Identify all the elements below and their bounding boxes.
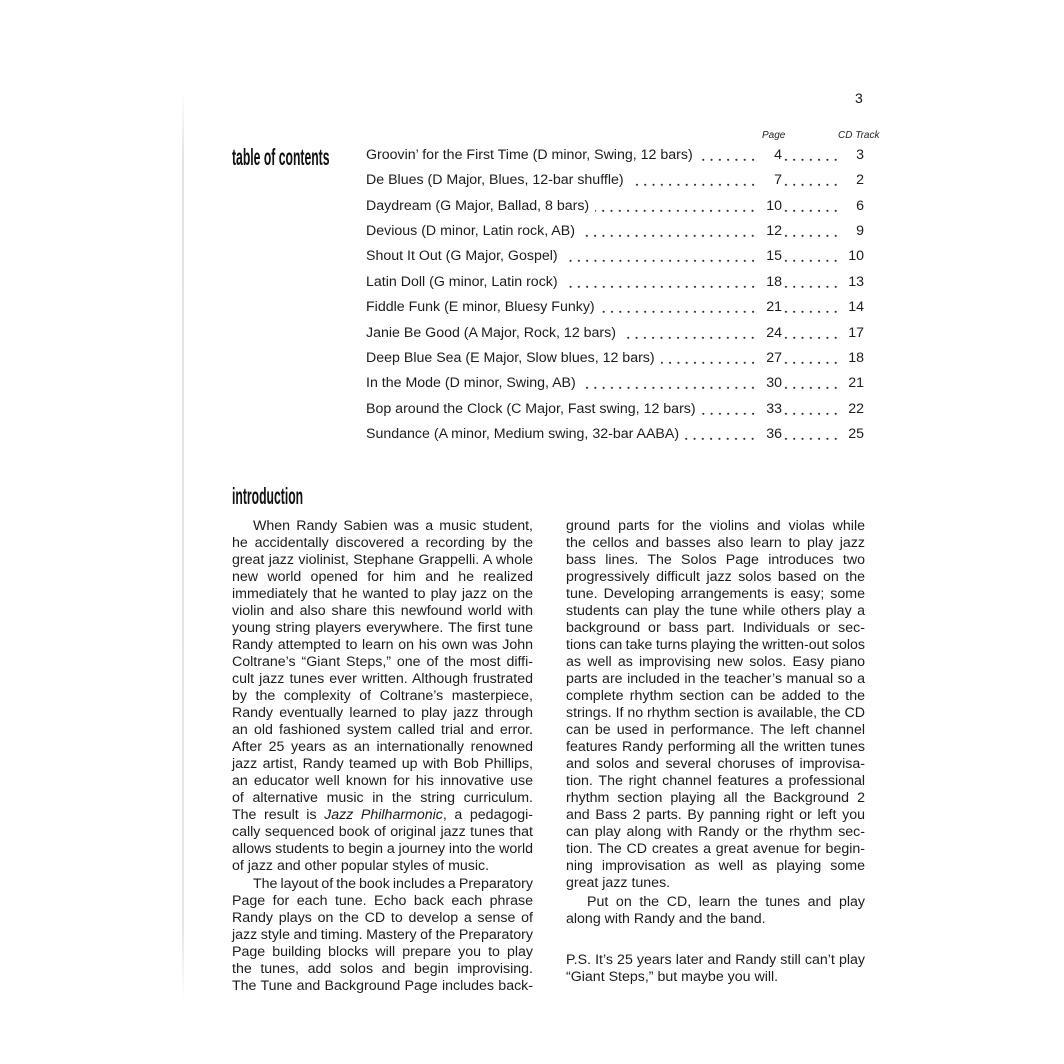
- toc-entry-page: 12: [766, 223, 782, 240]
- line-text: of jazz and other popular styles of music.: [232, 858, 490, 874]
- toc-entry-cd-track: 9: [856, 223, 864, 240]
- dot-leader: [622, 321, 757, 346]
- line-text: parts are included in the teacher’s manual so a: [566, 671, 865, 687]
- toc-entry-title: Bop around the Clock (C Major, Fast swing, 12 bars): [366, 400, 696, 417]
- line-text: P.S. It’s 25 years later and Randy still can’t play: [566, 952, 865, 968]
- line-text: Randy eventually learned to play jazz through: [232, 705, 533, 721]
- toc-entry-title: In the Mode (D minor, Swing, AB): [366, 375, 576, 392]
- line-text: tune. Developing arrangements is easy; some: [566, 586, 865, 602]
- toc-entry-page: 27: [766, 349, 782, 366]
- line-text: cult jazz tunes ever written. Although frustrated: [232, 671, 533, 687]
- text-segment: The result is: [232, 807, 325, 823]
- toc-entry-cd-track: 6: [856, 197, 864, 214]
- dot-leader: [784, 244, 840, 269]
- line-text: of alternative music in the string curriculum.: [232, 790, 533, 806]
- text-line: [566, 894, 865, 911]
- line-text: Coltrane’s “Giant Steps,” one of the most diffi-: [232, 654, 533, 670]
- toc-entry: [366, 371, 864, 396]
- text-line: [566, 790, 865, 807]
- text-line: [566, 637, 865, 654]
- text-line: [232, 773, 533, 790]
- line-text: background or bass part. Individuals or sec-: [566, 620, 865, 636]
- text-line: [566, 969, 865, 986]
- line-text: ning improvisation as well as playing some: [566, 858, 865, 874]
- line-text: bass lines. The Solos Page introduces two: [566, 552, 865, 568]
- dot-leader: [784, 270, 840, 295]
- text-line: [232, 756, 533, 773]
- dot-leader: [661, 346, 757, 371]
- text-line: [232, 535, 533, 552]
- line-text: progressively difficult jazz solos based on the: [566, 569, 865, 585]
- toc-entry-page: 30: [766, 375, 782, 392]
- toc-entry-page: 33: [766, 400, 782, 417]
- toc-entry-title: Shout It Out (G Major, Gospel): [366, 248, 558, 265]
- dot-leader: [784, 321, 840, 346]
- line-text: the tunes, add solos and begin improvising.: [232, 961, 533, 977]
- line-text: tion. The CD creates a great avenue for begin-: [566, 841, 865, 857]
- text-line: [232, 586, 533, 603]
- text-line: [232, 927, 533, 944]
- dot-leader: [784, 346, 840, 371]
- line-text: great jazz violinist, Stephane Grappelli. A whole: [232, 552, 533, 568]
- line-text: “Giant Steps,” but maybe you will.: [566, 969, 779, 985]
- line-text: Put on the CD, learn the tunes and play: [587, 894, 865, 910]
- toc-entry: [366, 346, 864, 371]
- dot-leader: [784, 219, 840, 244]
- text-line: [232, 961, 533, 978]
- line-text: The Tune and Background Page includes back-: [232, 978, 533, 994]
- toc-entry-page: 36: [766, 425, 782, 442]
- text-line: [566, 824, 865, 841]
- text-line: [566, 911, 865, 928]
- toc-entry: [366, 168, 864, 193]
- text-line: [232, 569, 533, 586]
- text-line: [232, 807, 533, 824]
- toc-entry-title: Groovin’ for the First Time (D minor, Swing, 12 bars): [366, 147, 693, 163]
- text-line: [232, 603, 533, 620]
- binding-edge: [182, 90, 184, 1002]
- text-line: [566, 671, 865, 688]
- line-text: [232, 807, 533, 823]
- line-text: cally sequenced book of original jazz tunes that: [232, 824, 533, 840]
- line-text: ground parts for the violins and violas while: [566, 518, 865, 534]
- text-line: [566, 773, 865, 790]
- text-line: [232, 978, 533, 995]
- toc-entry-page: 24: [766, 324, 782, 341]
- toc-entry-page: 7: [774, 172, 782, 189]
- text-line: [232, 705, 533, 722]
- toc-entry: [366, 143, 864, 168]
- intro-paragraph: [566, 894, 865, 928]
- line-text: complete rhythm section can be added to the: [566, 688, 865, 704]
- text-line: [232, 841, 533, 858]
- toc-entry-cd-track: 21: [848, 375, 864, 392]
- text-line: [232, 893, 533, 910]
- line-text: jazz style and timing. Mastery of the Preparatory: [232, 927, 533, 943]
- dot-leader: [702, 397, 757, 422]
- line-text: can be used in performance. The left channel: [566, 722, 865, 738]
- line-text: tion. The right channel features a professional: [566, 773, 865, 789]
- line-text: When Randy Sabien was a music student,: [253, 518, 533, 534]
- toc-entry-title: Janie Be Good (A Major, Rock, 12 bars): [366, 324, 616, 341]
- line-text: new world opened for him and he realized: [232, 569, 533, 585]
- intro-paragraph: [232, 876, 533, 995]
- dot-leader: [784, 194, 840, 219]
- text-line: [232, 620, 533, 637]
- toc-entry: [366, 219, 864, 244]
- line-text: and Bass 2 parts. By panning right or left you: [566, 807, 865, 823]
- toc-entry-cd-track: 13: [848, 273, 864, 290]
- toc-entry: [366, 321, 864, 346]
- toc-entry-cd-track: 25: [848, 425, 864, 442]
- toc-heading: table of contents: [232, 144, 330, 170]
- text-line: [566, 722, 865, 739]
- text-line: [232, 671, 533, 688]
- toc-entry-cd-track: 10: [848, 248, 864, 265]
- dot-leader: [581, 219, 757, 244]
- line-text: an old fashioned system called trial and error.: [232, 722, 533, 738]
- intro-paragraph: [566, 518, 865, 892]
- introduction-left-column: [232, 518, 533, 995]
- line-text: Randy plays on the CD to develop a sense of: [232, 910, 533, 926]
- text-line: [566, 603, 865, 620]
- toc-entry: [366, 244, 864, 269]
- dot-leader: [564, 244, 757, 269]
- toc-entry-title: Latin Doll (G minor, Latin rock): [366, 273, 558, 290]
- text-line: [232, 654, 533, 671]
- text-line: [566, 858, 865, 875]
- dot-leader: [685, 422, 757, 447]
- dot-leader: [784, 295, 840, 320]
- line-text: After 25 years as an internationally renowned: [232, 739, 533, 755]
- book-title-italic: Jazz Philharmonic: [324, 807, 443, 823]
- line-text: strings. If no rhythm section is available, the CD: [566, 705, 865, 721]
- toc-entry-cd-track: 2: [856, 172, 864, 189]
- text-line: [566, 535, 865, 552]
- text-line: [566, 807, 865, 824]
- line-text: by the complexity of Coltrane’s masterpiece,: [232, 688, 533, 704]
- toc-entry-page: 10: [766, 197, 782, 214]
- line-text: Page building blocks will prepare you to play: [232, 944, 533, 960]
- text-line: [232, 739, 533, 756]
- dot-leader: [699, 143, 757, 168]
- toc-entry-cd-track: 3: [856, 147, 864, 163]
- text-line: [566, 841, 865, 858]
- toc-entry-title: Sundance (A minor, Medium swing, 32-bar AABA): [366, 425, 680, 442]
- introduction-heading: introduction: [232, 483, 304, 509]
- page-number: 3: [855, 90, 863, 106]
- text-line: [232, 858, 533, 875]
- line-text: can play along with Randy or the rhythm sec-: [566, 824, 865, 840]
- text-line: [566, 518, 865, 535]
- toc-entry: [366, 295, 864, 320]
- toc-entry: [366, 422, 864, 447]
- toc-entry-cd-track: 18: [848, 349, 864, 366]
- toc-entry-title: Daydream (G Major, Ballad, 8 bars): [366, 197, 590, 214]
- text-line: [566, 739, 865, 756]
- text-line: [566, 875, 865, 892]
- dot-leader: [630, 168, 757, 193]
- dot-leader: [601, 295, 757, 320]
- line-text: allows students to begin a journey into the world: [232, 841, 533, 857]
- text-line: [566, 756, 865, 773]
- toc-entry-page: 18: [766, 273, 782, 290]
- dot-leader: [595, 194, 757, 219]
- line-text: along with Randy and the band.: [566, 911, 766, 927]
- text-line: [232, 876, 533, 893]
- line-text: The layout of the book includes a Preparatory: [253, 876, 533, 892]
- text-line: [232, 790, 533, 807]
- line-text: as well as improvising new solos. Easy piano: [566, 654, 865, 670]
- line-text: and solos and several choruses of improvisa-: [566, 756, 865, 772]
- toc-entry-cd-track: 17: [848, 324, 864, 341]
- line-text: immediately that he wanted to play jazz on the: [232, 586, 533, 602]
- line-text: Randy attempted to learn on his own was John: [232, 637, 533, 653]
- line-text: Page for each tune. Echo back each phrase: [232, 893, 533, 909]
- text-line: [566, 952, 865, 969]
- text-line: [566, 552, 865, 569]
- line-text: tions can take turns playing the written-out solos: [566, 637, 865, 653]
- introduction-right-column: [566, 518, 865, 986]
- toc-entry-page: 4: [774, 147, 782, 163]
- line-text: students can play the tune while others play a: [566, 603, 865, 619]
- text-line: [566, 620, 865, 637]
- text-line: [566, 569, 865, 586]
- toc-list: [366, 143, 864, 447]
- line-text: an educator well known for his innovative use: [232, 773, 533, 789]
- toc-column-header-cd-track: CD Track: [838, 130, 880, 141]
- line-text: violin and also share this newfound world with: [232, 603, 533, 619]
- dot-leader: [784, 422, 840, 447]
- toc-entry-title: Fiddle Funk (E minor, Bluesy Funky): [366, 299, 595, 316]
- toc-entry: [366, 270, 864, 295]
- text-line: [232, 552, 533, 569]
- postscript-paragraph: [566, 952, 865, 986]
- text-line: [232, 824, 533, 841]
- toc-entry-title: De Blues (D Major, Blues, 12-bar shuffle): [366, 172, 624, 189]
- line-text: the cellos and basses also learn to play jazz: [566, 535, 865, 551]
- text-line: [566, 688, 865, 705]
- toc-entry-cd-track: 22: [848, 400, 864, 417]
- line-text: jazz artist, Randy teamed up with Bob Phillips,: [232, 756, 533, 772]
- line-text: features Randy performing all the written tunes: [566, 739, 865, 755]
- text-line: [232, 722, 533, 739]
- toc-entry-title: Deep Blue Sea (E Major, Slow blues, 12 bars): [366, 349, 655, 366]
- line-text: he accidentally discovered a recording by the: [232, 535, 533, 551]
- line-text: great jazz tunes.: [566, 875, 671, 891]
- dot-leader: [784, 371, 840, 396]
- toc-entry-page: 15: [766, 248, 782, 265]
- text-line: [232, 910, 533, 927]
- text-segment: , a pedagogi-: [442, 807, 534, 823]
- dot-leader: [784, 143, 840, 168]
- text-line: [232, 518, 533, 535]
- toc-entry: [366, 194, 864, 219]
- text-line: [232, 688, 533, 705]
- line-text: rhythm section playing all the Background 2: [566, 790, 865, 806]
- dot-leader: [582, 371, 757, 396]
- toc-entry: [366, 397, 864, 422]
- text-line: [566, 705, 865, 722]
- intro-paragraph: [232, 518, 533, 875]
- toc-entry-title: Devious (D minor, Latin rock, AB): [366, 223, 575, 240]
- toc-entry-cd-track: 14: [848, 299, 864, 316]
- text-line: [566, 586, 865, 603]
- dot-leader: [784, 397, 840, 422]
- text-line: [232, 637, 533, 654]
- line-text: young string players everywhere. The first tune: [232, 620, 533, 636]
- dot-leader: [784, 168, 840, 193]
- toc-entry-page: 21: [766, 299, 782, 316]
- text-line: [232, 944, 533, 961]
- text-line: [566, 654, 865, 671]
- toc-column-header-page: Page: [762, 130, 786, 141]
- dot-leader: [564, 270, 757, 295]
